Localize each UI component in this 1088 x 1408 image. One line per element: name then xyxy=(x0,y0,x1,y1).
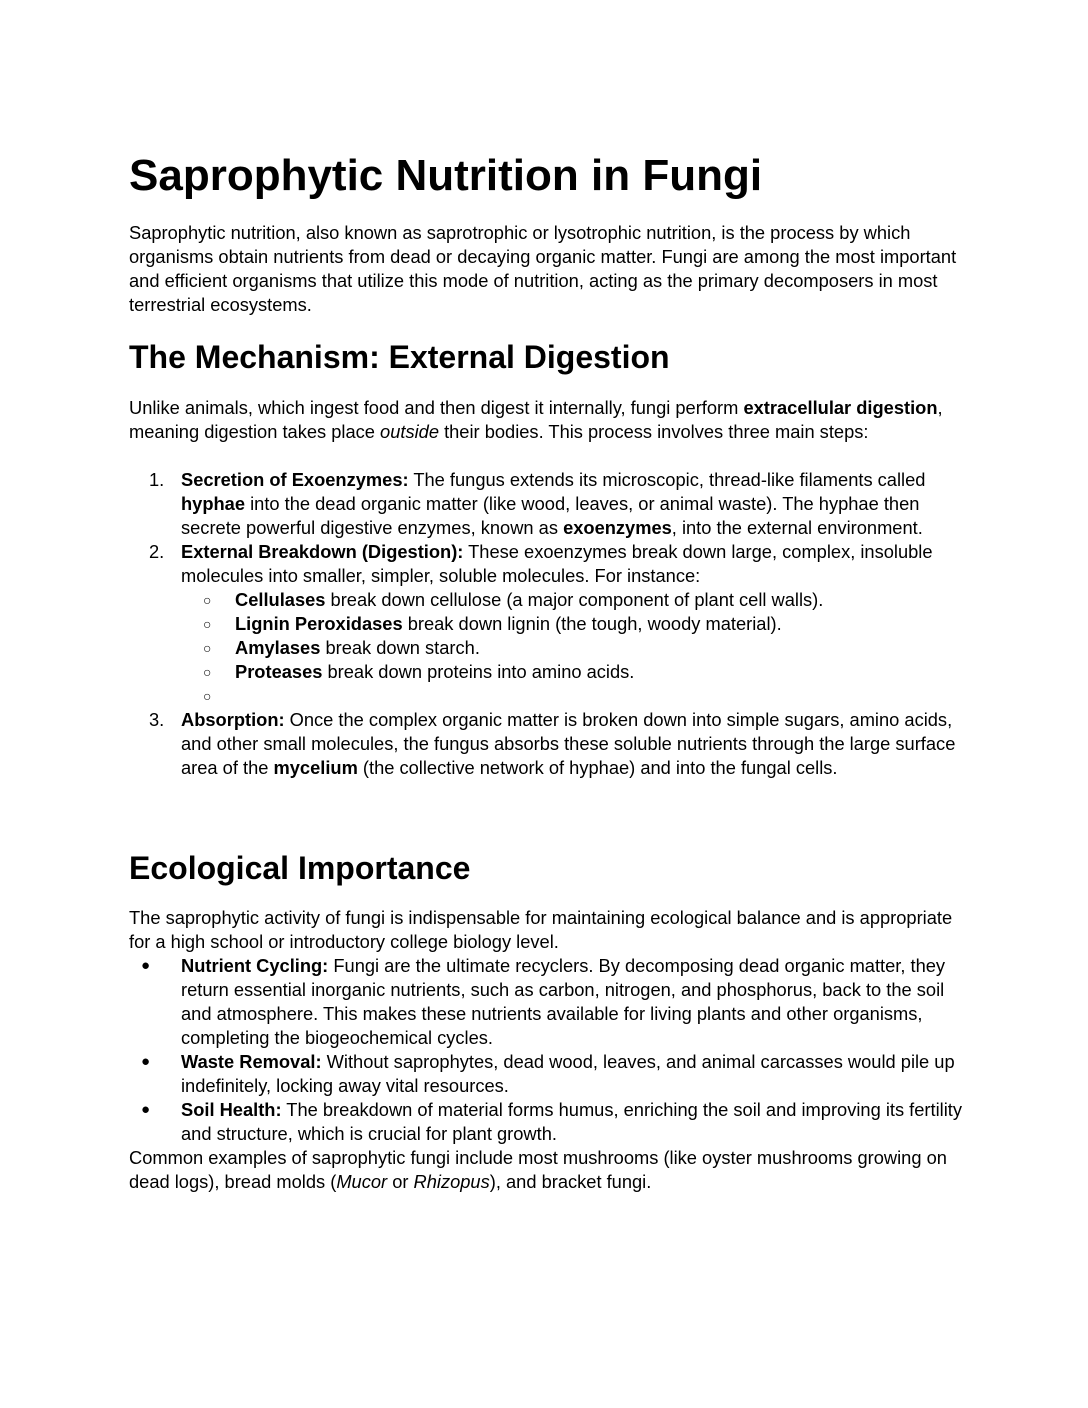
text-run: Fungi are the ultimate recyclers. By decomposing dead organic matter, they return essential inorganic nutrients, such as carbon, nitrogen, and phosphorus, back to the soil and atmosphere. This makes these nutrients available for living plants and other organisms, completing the biogeochemical cycles. xyxy=(181,955,946,1048)
text-run: ), and bracket fungi. xyxy=(489,1171,652,1192)
text-run: The breakdown of material forms humus, enriching the soil and improving its fertility and structure, which is crucial for plant growth. xyxy=(181,1099,962,1144)
item-title: Nutrient Cycling: xyxy=(181,955,329,976)
section-heading-ecology: Ecological Importance xyxy=(129,850,471,886)
bold-term: hyphae xyxy=(181,493,246,514)
step-number: 2. xyxy=(149,541,165,562)
text-run: into the dead organic matter (like wood, leaves, or animal waste). The hyphae then secrete powerful digestive enzymes, known as xyxy=(181,493,920,538)
hollow-bullet-icon: ○ xyxy=(203,616,212,632)
text-run: , meaning digestion takes place xyxy=(129,397,943,442)
list-item-step-1 xyxy=(129,468,969,540)
text-run: (the collective network of hyphae) and into the fungal cells. xyxy=(357,757,838,778)
list-item-nutrient-cycling xyxy=(129,954,969,1050)
list-item-enzyme xyxy=(181,660,969,684)
hollow-bullet-icon: ○ xyxy=(203,640,212,656)
step-title: External Breakdown (Digestion): xyxy=(181,541,464,562)
document-title: Saprophytic Nutrition in Fungi xyxy=(129,151,763,200)
enzyme-name: Cellulases xyxy=(235,589,326,610)
italic-term: outside xyxy=(380,421,439,442)
text-run: or xyxy=(387,1171,414,1192)
hollow-bullet-icon: ○ xyxy=(203,688,212,704)
item-title: Soil Health: xyxy=(181,1099,282,1120)
text-run: Without saprophytes, dead wood, leaves, and animal carcasses would pile up indefinitely, locking away vital resources. xyxy=(181,1051,955,1096)
ecology-intro-paragraph: The saprophytic activity of fungi is indispensable for maintaining ecological balance and is appropriate for a high school or introductory college biology level. xyxy=(129,907,953,952)
step-title: Secretion of Exoenzymes: xyxy=(181,469,409,490)
text-run: The fungus extends its microscopic, thread-like filaments called xyxy=(408,469,926,490)
step-number: 3. xyxy=(149,709,165,730)
bullet-icon: ● xyxy=(141,1101,151,1118)
item-title: Waste Removal: xyxy=(181,1051,322,1072)
text-run: break down starch. xyxy=(320,637,480,658)
italic-term: Mucor xyxy=(336,1171,388,1192)
list-item-empty xyxy=(181,684,969,708)
text-run: break down lignin (the tough, woody material). xyxy=(402,613,782,634)
text-run: Once the complex organic matter is broken down into simple sugars, amino acids, and other small molecules, the fungus absorbs these soluble nutrients through the large surface area of the xyxy=(181,709,956,778)
steps-list xyxy=(129,468,969,780)
ecology-bullet-list xyxy=(129,954,969,1146)
enzyme-name: Amylases xyxy=(235,637,321,658)
hollow-bullet-icon: ○ xyxy=(203,592,212,608)
bullet-icon: ● xyxy=(141,1053,151,1070)
text-run: break down cellulose (a major component of plant cell walls). xyxy=(325,589,824,610)
list-item-waste-removal xyxy=(129,1050,969,1098)
enzyme-list xyxy=(181,588,969,708)
list-item-step-3 xyxy=(129,708,969,780)
enzyme-name: Proteases xyxy=(235,661,323,682)
step-number: 1. xyxy=(149,469,165,490)
closing-paragraph xyxy=(129,1146,964,1194)
text-run: , into the external environment. xyxy=(671,517,923,538)
list-item-enzyme xyxy=(181,612,969,636)
enzyme-name: Lignin Peroxidases xyxy=(235,613,403,634)
bold-term: extracellular digestion xyxy=(743,397,938,418)
bold-term: exoenzymes xyxy=(563,517,672,538)
italic-term: Rhizopus xyxy=(413,1171,490,1192)
section-heading-mechanism: The Mechanism: External Digestion xyxy=(129,339,670,375)
text-run: These exoenzymes break down large, complex, insoluble molecules into smaller, simpler, soluble molecules. For instance: xyxy=(181,541,933,586)
bullet-icon: ● xyxy=(141,957,151,974)
list-item-soil-health xyxy=(129,1098,969,1146)
text-run: Unlike animals, which ingest food and then digest it internally, fungi perform xyxy=(129,397,744,418)
bold-term: mycelium xyxy=(273,757,358,778)
step-title: Absorption: xyxy=(181,709,285,730)
mechanism-paragraph xyxy=(129,396,964,444)
list-item-step-2 xyxy=(129,540,969,708)
list-item-enzyme xyxy=(181,588,969,612)
text-run: Common examples of saprophytic fungi include most mushrooms (like oyster mushrooms growing on dead logs), bread molds ( xyxy=(129,1147,947,1192)
hollow-bullet-icon: ○ xyxy=(203,664,212,680)
intro-paragraph: Saprophytic nutrition, also known as saprotrophic or lysotrophic nutrition, is the process by which organisms obtain nutrients from dead or decaying organic matter. Fungi are among the most important and efficient organisms that utilize this mode of nutrition, acting as the primary decomposers in most terrestrial ecosystems. xyxy=(129,222,957,315)
text-run: break down proteins into amino acids. xyxy=(322,661,635,682)
list-item-enzyme xyxy=(181,636,969,660)
text-run: their bodies. This process involves three main steps: xyxy=(438,421,869,442)
